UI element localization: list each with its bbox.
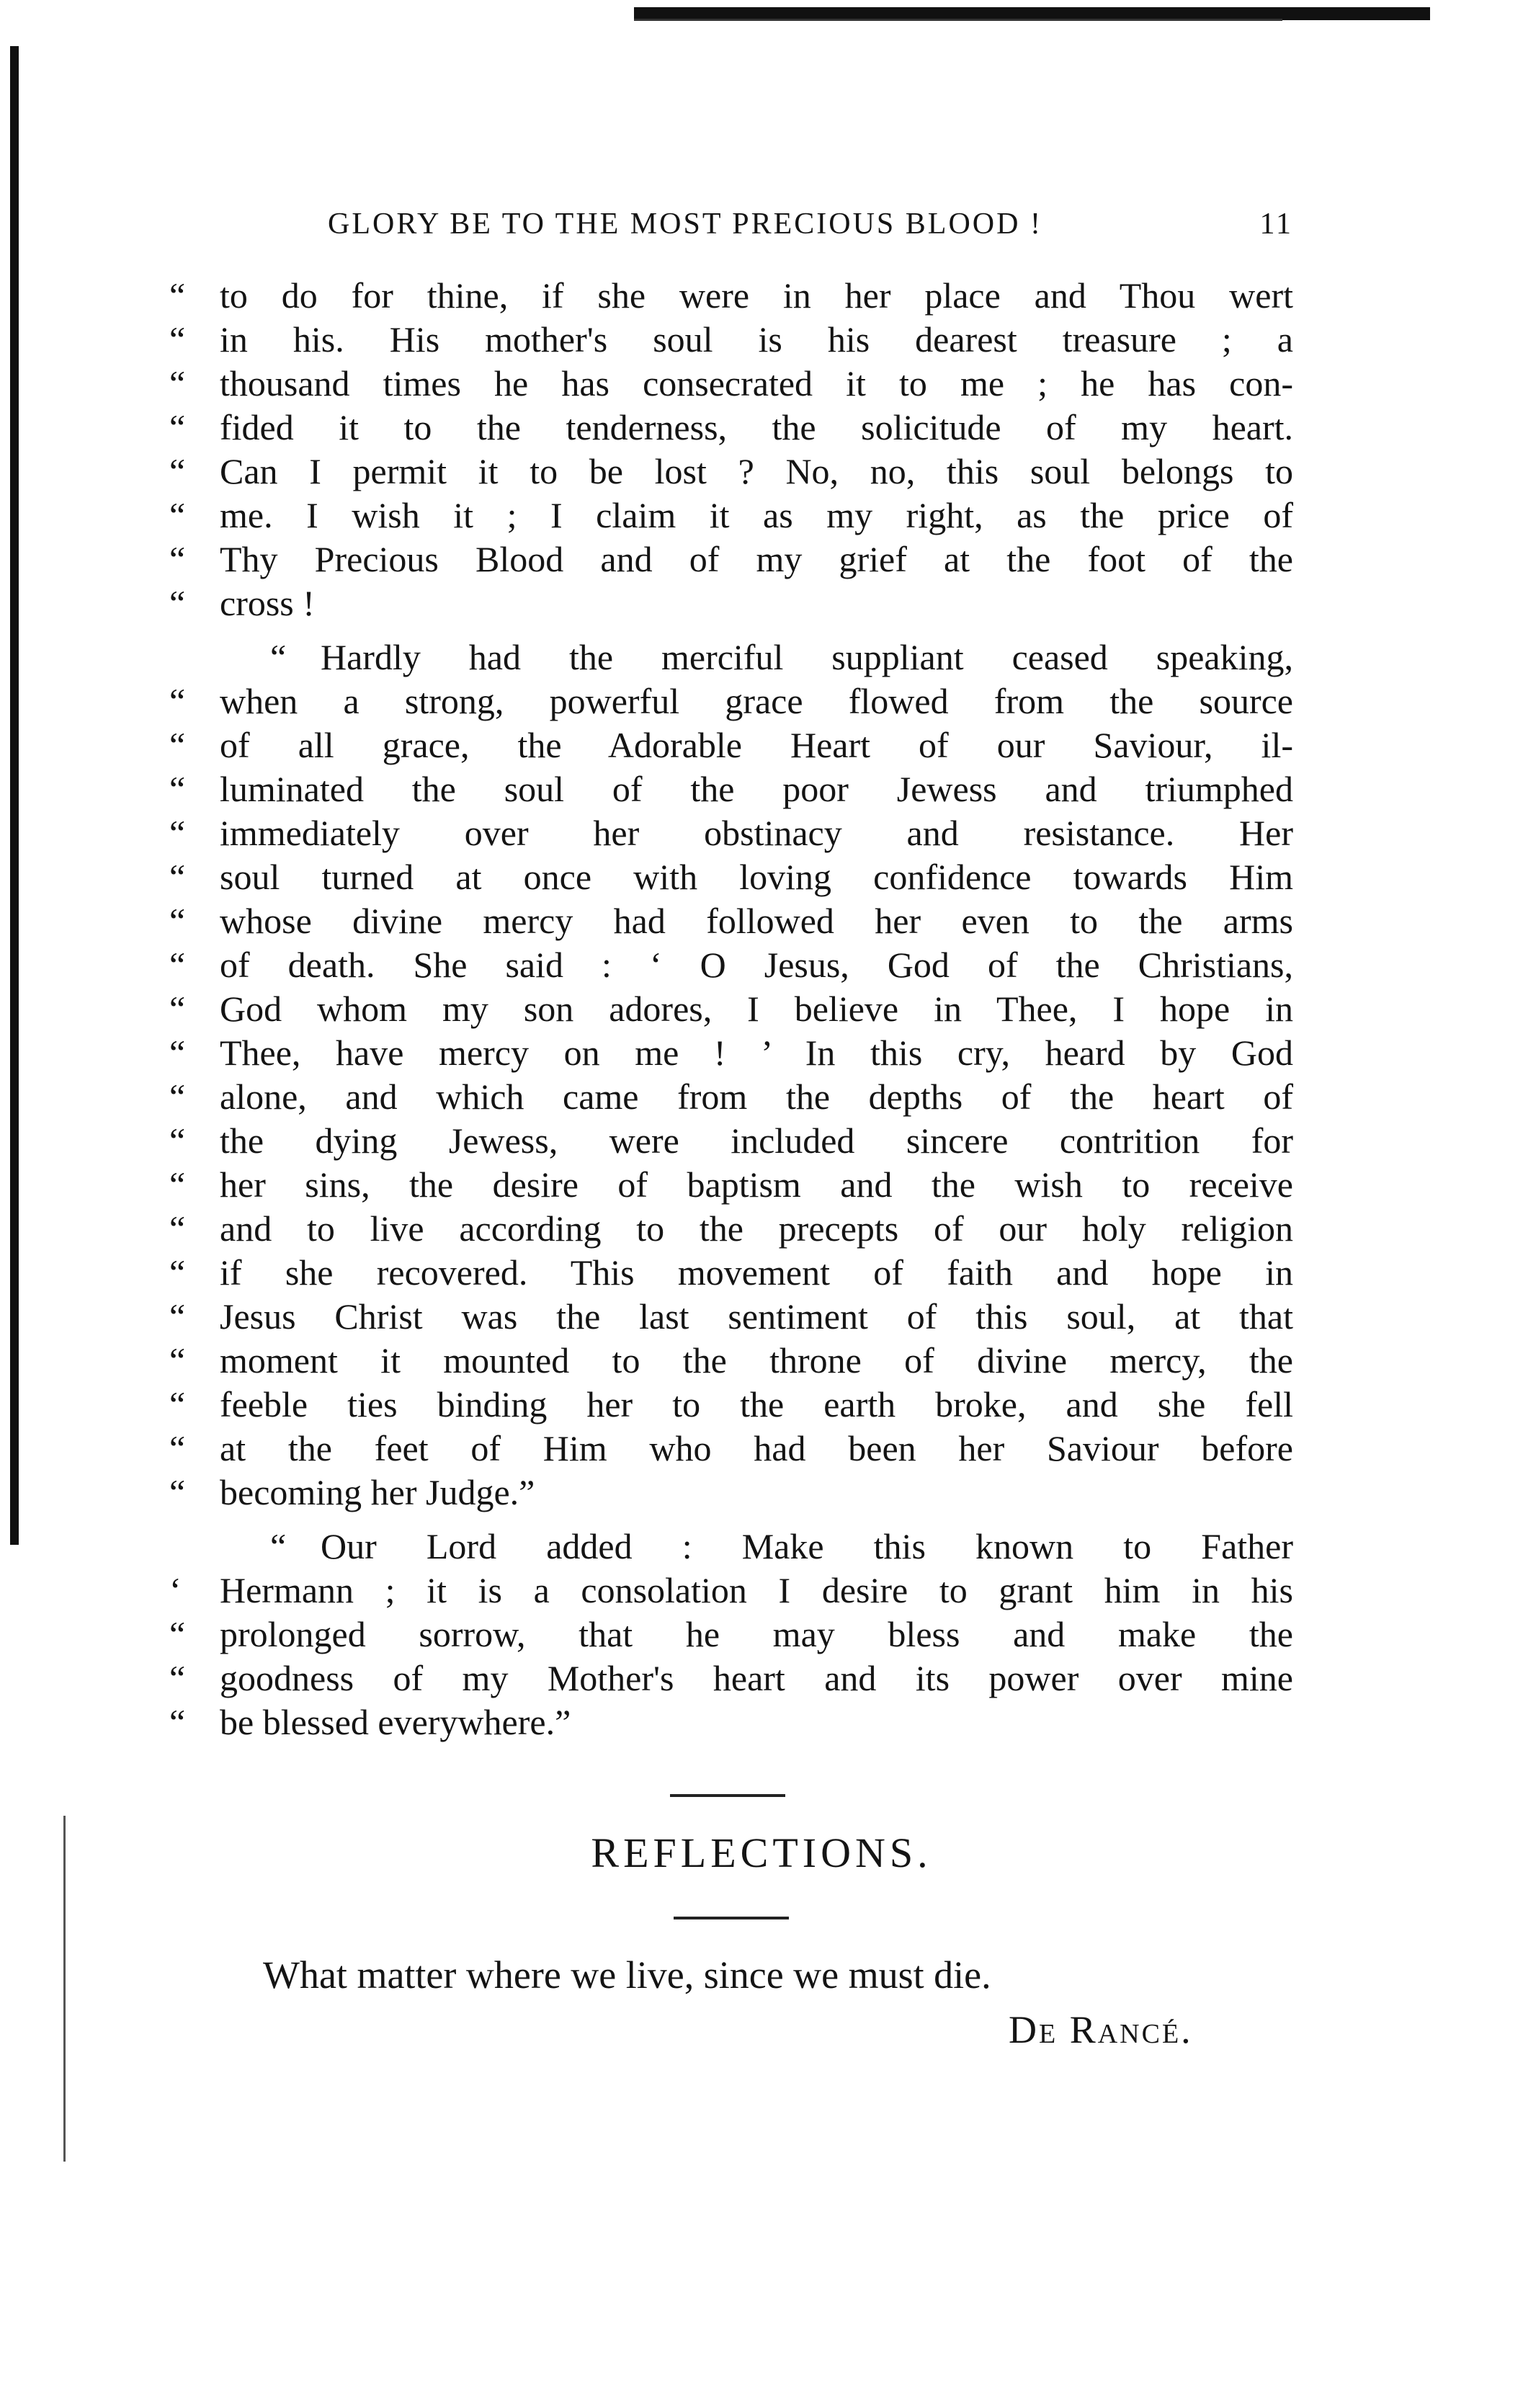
quote-mark: “ — [169, 1384, 186, 1424]
text-line — [169, 1383, 1293, 1427]
quote-mark: “ — [169, 1614, 186, 1654]
line-text: Thee, have mercy on me ! ’ In this cry, heard by God — [220, 1033, 1293, 1073]
line-text: Thy Precious Blood and of my grief at the foot of the — [220, 539, 1293, 579]
text-line — [169, 362, 1293, 406]
text-line — [169, 899, 1293, 943]
line-text: moment it mounted to the throne of divine mercy, the — [220, 1340, 1293, 1381]
text-line — [169, 450, 1293, 494]
text-line — [169, 943, 1293, 987]
line-text: prolonged sorrow, that he may bless and make the — [220, 1614, 1293, 1654]
text-line — [169, 1031, 1293, 1075]
quote-mark: “ — [270, 1526, 287, 1566]
section-rule-top — [670, 1794, 785, 1797]
line-text: cross ! — [220, 583, 315, 623]
text-line — [169, 636, 1293, 679]
line-text: in his. His mother's soul is his dearest treasure ; a — [220, 319, 1293, 360]
quote-mark: “ — [169, 1033, 186, 1073]
text-line — [169, 581, 1293, 625]
line-text: becoming her Judge.” — [220, 1472, 535, 1512]
text-line — [169, 679, 1293, 723]
line-text: luminated the soul of the poor Jewess and triumphed — [220, 769, 1293, 809]
section-rule-bottom — [674, 1917, 789, 1919]
section-heading: REFLECTIONS. — [591, 1829, 932, 1876]
quote-mark: “ — [169, 495, 186, 535]
quote-mark: “ — [169, 1340, 186, 1381]
quote-mark: “ — [169, 989, 186, 1029]
text-line — [169, 274, 1293, 318]
text-line — [169, 855, 1293, 899]
line-text: if she recovered. This movement of faith and hope in — [220, 1252, 1293, 1293]
motto-quote: What matter where we live, since we must die. — [263, 1953, 991, 1997]
quote-mark: “ — [169, 1076, 186, 1117]
line-text: at the feet of Him who had been her Saviour before — [220, 1428, 1293, 1468]
quote-mark: “ — [169, 901, 186, 941]
text-line — [169, 1119, 1293, 1163]
page-number: 11 — [1259, 208, 1293, 241]
text-line — [169, 1613, 1293, 1656]
text-line — [169, 1075, 1293, 1119]
text-line — [169, 723, 1293, 767]
line-text: immediately over her obstinacy and resistance. Her — [220, 813, 1293, 853]
quote-mark: “ — [169, 1472, 186, 1512]
line-text: feeble ties binding her to the earth broke, and she fell — [220, 1384, 1293, 1424]
quote-mark: “ — [169, 1164, 186, 1205]
line-text: the dying Jewess, were included sincere contrition for — [220, 1120, 1293, 1161]
quote-mark: “ — [169, 1296, 186, 1337]
quote-mark: “ — [169, 1702, 186, 1742]
line-text: to do for thine, if she were in her place and Thou wert — [220, 275, 1293, 316]
quote-mark: “ — [169, 1208, 186, 1249]
quote-mark: “ — [169, 681, 186, 721]
text-line — [169, 1339, 1293, 1383]
text-line — [169, 767, 1293, 811]
top-border-rule-thin — [634, 19, 1282, 21]
quote-mark: “ — [169, 1658, 186, 1698]
quote-mark: “ — [169, 1252, 186, 1293]
quote-mark: “ — [169, 319, 186, 360]
left-page-edge — [10, 46, 19, 1545]
line-text: thousand times he has consecrated it to me ; he has con- — [220, 363, 1293, 403]
text-line — [169, 1569, 1293, 1613]
text-line — [169, 811, 1293, 855]
paragraph-gap — [169, 1515, 1293, 1525]
text-line — [169, 1471, 1293, 1515]
running-title: GLORY BE TO THE MOST PRECIOUS BLOOD ! — [328, 208, 1042, 241]
text-line — [169, 1656, 1293, 1700]
line-text: Our Lord added : Make this known to Father — [321, 1526, 1293, 1566]
text-line — [169, 1251, 1293, 1295]
paragraph-gap — [169, 625, 1293, 636]
quote-mark: “ — [169, 769, 186, 809]
text-line — [169, 1700, 1293, 1744]
text-line — [169, 1163, 1293, 1207]
text-line — [169, 1525, 1293, 1569]
line-text: soul turned at once with loving confidence towards Him — [220, 857, 1293, 897]
quote-mark: “ — [169, 539, 186, 579]
text-line — [169, 987, 1293, 1031]
quote-mark: “ — [169, 275, 186, 316]
quote-mark: “ — [169, 363, 186, 403]
line-text: me. I wish it ; I claim it as my right, as the price of — [220, 495, 1293, 535]
line-text: fided it to the tenderness, the solicitude of my heart. — [220, 407, 1293, 447]
motto-attribution: De Rancé. — [1009, 2008, 1193, 2051]
text-line — [169, 1427, 1293, 1471]
body-text — [169, 274, 1293, 1744]
running-head — [328, 207, 1293, 243]
quote-mark: “ — [169, 945, 186, 985]
text-line — [169, 318, 1293, 362]
line-text: God whom my son adores, I believe in Thee, I hope in — [220, 989, 1293, 1029]
line-text: alone, and which came from the depths of the heart of — [220, 1076, 1293, 1117]
line-text: Hardly had the merciful suppliant ceased speaking, — [321, 637, 1293, 677]
text-line — [169, 494, 1293, 538]
quote-mark: “ — [169, 407, 186, 447]
line-text: Hermann ; it is a consolation I desire to grant him in his — [220, 1570, 1293, 1610]
quote-mark: “ — [169, 725, 186, 765]
line-text: whose divine mercy had followed her even to the arms — [220, 901, 1293, 941]
quote-mark: “ — [270, 637, 287, 677]
quote-mark: “ — [169, 451, 186, 491]
line-text: of death. She said : ‘ O Jesus, God of the Christians, — [220, 945, 1293, 985]
line-text: and to live according to the precepts of our holy religion — [220, 1208, 1293, 1249]
quote-mark: “ — [169, 1120, 186, 1161]
line-text: Jesus Christ was the last sentiment of this soul, at that — [220, 1296, 1293, 1337]
text-line — [169, 1295, 1293, 1339]
line-text: when a strong, powerful grace flowed from the source — [220, 681, 1293, 721]
quote-mark: “ — [169, 813, 186, 853]
line-text: Can I permit it to be lost ? No, no, this soul belongs to — [220, 451, 1293, 491]
line-text: be blessed everywhere.” — [220, 1702, 571, 1742]
text-line — [169, 406, 1293, 450]
quote-mark: ‘ — [169, 1570, 182, 1610]
text-line — [169, 538, 1293, 581]
line-text: goodness of my Mother's heart and its power over mine — [220, 1658, 1293, 1698]
line-text: her sins, the desire of baptism and the wish to receive — [220, 1164, 1293, 1205]
quote-mark: “ — [169, 583, 186, 623]
quote-mark: “ — [169, 1428, 186, 1468]
line-text: of all grace, the Adorable Heart of our Saviour, il- — [220, 725, 1293, 765]
text-line — [169, 1207, 1293, 1251]
quote-mark: “ — [169, 857, 186, 897]
